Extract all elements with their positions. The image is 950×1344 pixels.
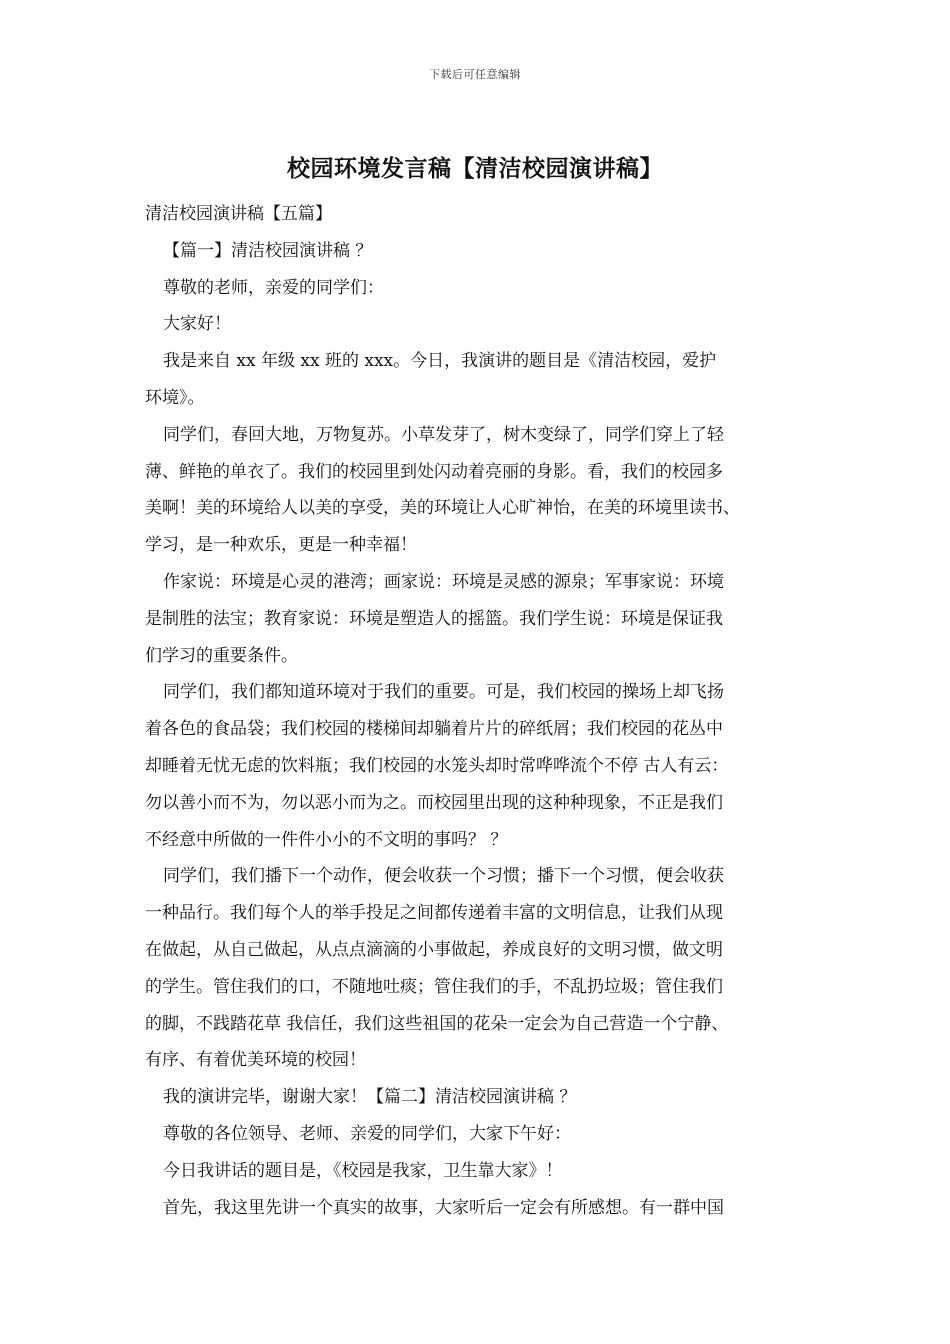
body-line: 却睡着无忧无虑的饮料瓶；我们校园的水笼头却时常哗哗流个不停 古人有云： <box>145 755 729 776</box>
page-header-note: 下载后可任意编辑 <box>429 68 521 81</box>
body-line: 是制胜的法宝；教育家说：环境是塑造人的摇篮。我们学生说：环境是保证我 <box>145 608 723 629</box>
body-line: 【篇一】清洁校园演讲稿 ？ <box>163 240 373 261</box>
body-line: 清洁校园演讲稿【五篇】 <box>145 204 332 224</box>
body-line: 今日我讲话的题目是，《校园是我家，卫生靠大家》！ <box>163 1160 563 1181</box>
body-line: 同学们，我们都知道环境对于我们的重要。可是，我们校园的操场上却飞扬 <box>163 682 724 703</box>
body-line: 不经意中所做的一件件小小的不文明的事吗？ ？ <box>145 829 508 850</box>
body-line: 大家好！ <box>163 314 231 335</box>
body-line: 着各色的食品袋；我们校园的楼梯间却躺着片片的碎纸屑；我们校园的花丛中 <box>145 719 723 740</box>
body-line: 勿以善小而不为，勿以恶小而为之。而校园里出现的这种种现象，不正是我们 <box>145 792 723 813</box>
body-line: 首先，我这里先讲一个真实的故事，大家听后一定会有所感想。有一群中国 <box>163 1197 724 1218</box>
body-line: 作家说：环境是心灵的港湾；画家说：环境是灵感的源泉；军事家说：环境 <box>163 571 724 592</box>
body-line: 的脚，不践踏花草 我信任，我们这些祖国的花朵一定会为自己营造一个宁静、 <box>145 1013 729 1034</box>
body-line: 美啊！美的环境给人以美的享受，美的环境让人心旷神怡，在美的环境里读书、 <box>145 498 740 519</box>
body-line: 的学生。管住我们的口，不随地吐痰；管住我们的手，不乱扔垃圾；管住我们 <box>145 976 723 997</box>
body-line: 尊敬的各位领导、老师、亲爱的同学们，大家下午好： <box>163 1123 571 1144</box>
body-line: 尊敬的老师，亲爱的同学们： <box>163 277 384 298</box>
document-title: 校园环境发言稿【清洁校园演讲稿】 <box>287 155 663 182</box>
body-line: 在做起，从自己做起，从点点滴滴的小事做起，养成良好的文明习惯，做文明 <box>145 939 723 960</box>
body-line: 同学们，我们播下一个动作，便会收获一个习惯；播下一个习惯，便会收获 <box>163 866 724 887</box>
body-line: 我是来自 xx 年级 xx 班的 xxx。今日，我演讲的题目是《清洁校园，爱护 <box>163 351 717 372</box>
body-line: 同学们，春回大地，万物复苏。小草发芽了，树木变绿了，同学们穿上了轻 <box>163 424 724 445</box>
body-line: 薄、鲜艳的单衣了。我们的校园里到处闪动着亮丽的身影。看，我们的校园多 <box>145 461 723 482</box>
body-line: 们学习的重要条件。 <box>145 645 298 666</box>
body-line: 有序、有着优美环境的校园！ <box>145 1050 366 1071</box>
body-line: 环境》。 <box>145 387 205 408</box>
body-line: 学习，是一种欢乐，更是一种幸福！ <box>145 535 417 556</box>
body-line: 一种品行。我们每个人的举手投足之间都传递着丰富的文明信息，让我们从现 <box>145 903 723 924</box>
document-body <box>145 196 820 1226</box>
body-line: 我的演讲完毕，谢谢大家！【篇二】清洁校园演讲稿 ？ <box>163 1087 577 1108</box>
